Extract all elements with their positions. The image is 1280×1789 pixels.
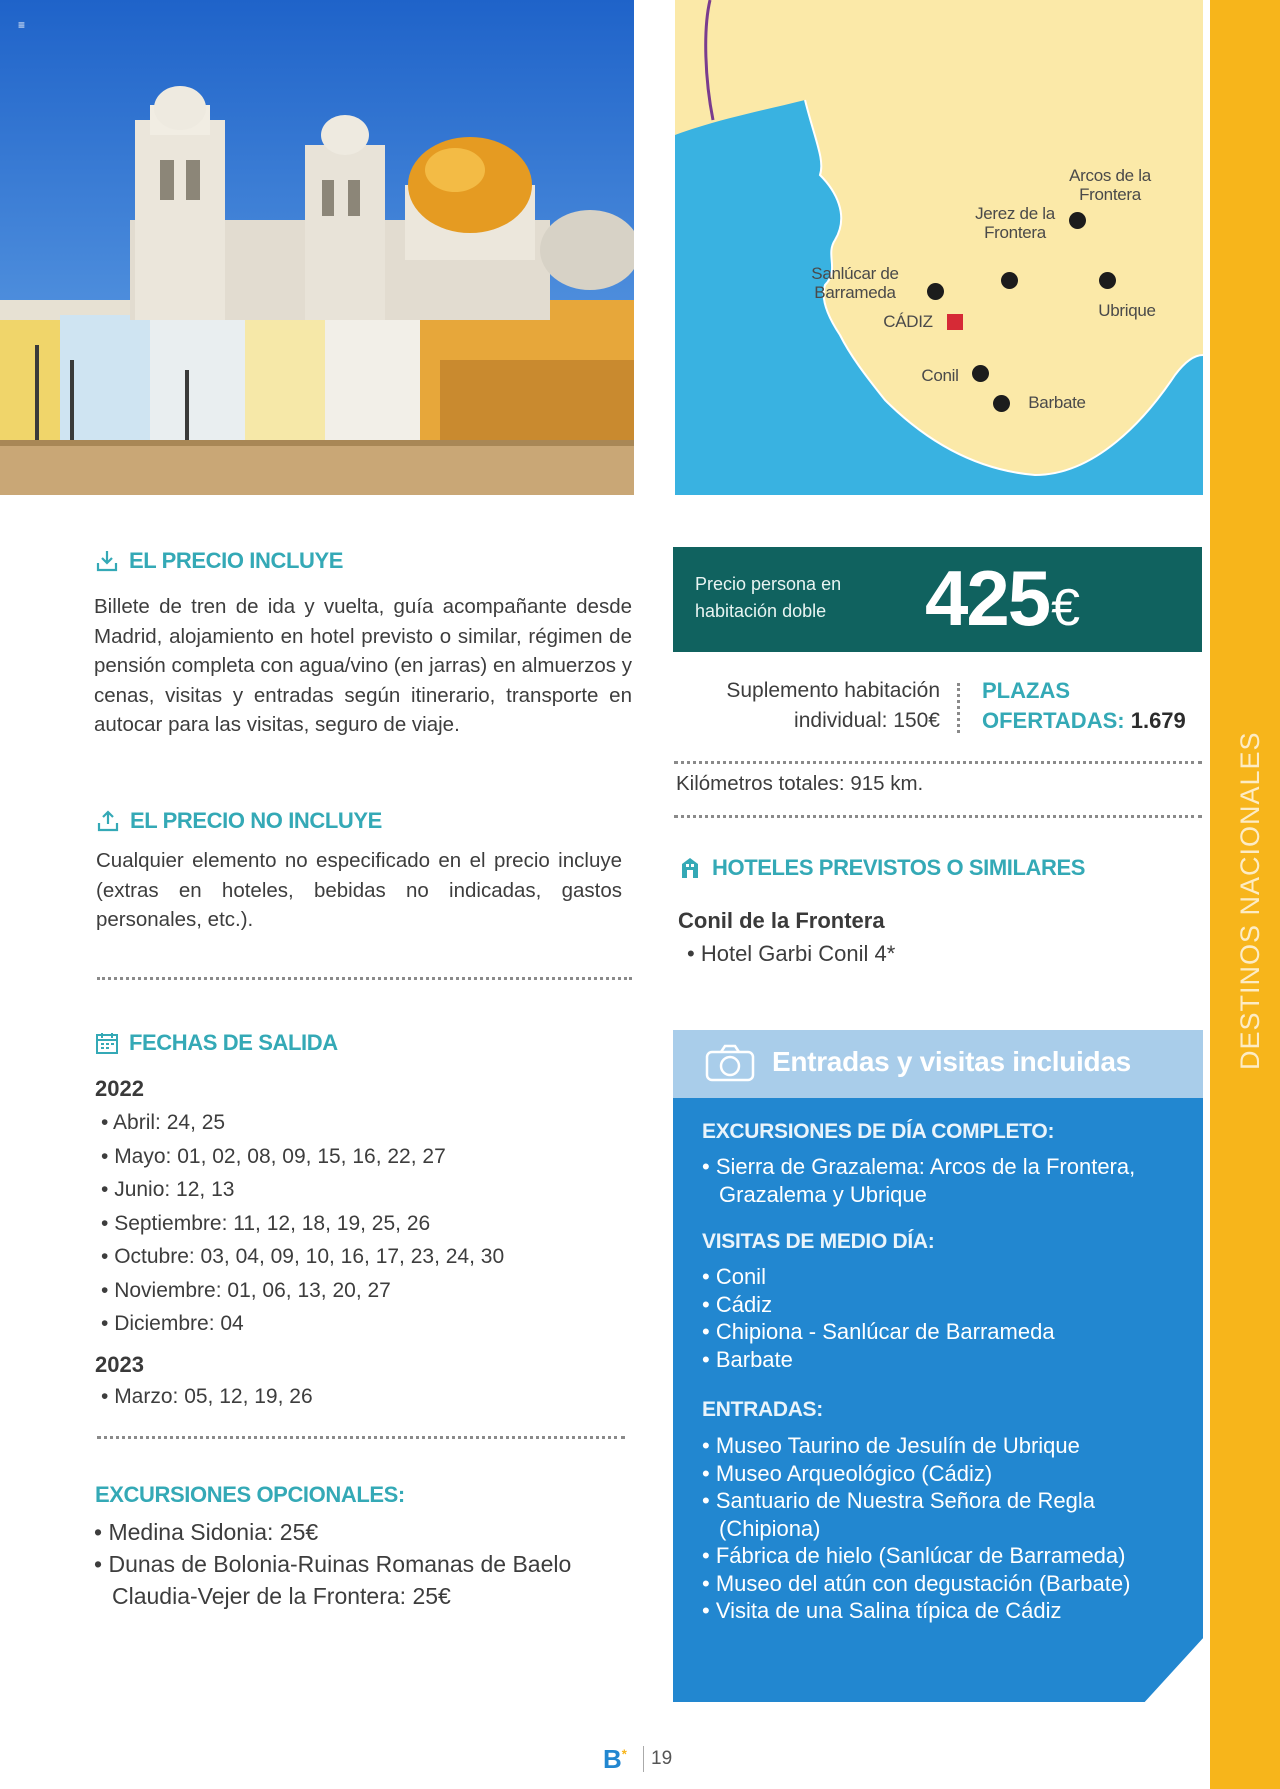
list-item: • Conil: [702, 1263, 1197, 1291]
list-item: • Museo Taurino de Jesulín de Ubrique: [702, 1432, 1192, 1460]
cadiz-cathedral-photo: [0, 0, 634, 495]
list-item: • Septiembre: 11, 12, 18, 19, 25, 26: [101, 1207, 504, 1241]
price-label: Precio persona en habitación doble: [695, 574, 842, 621]
map-label-arcos: Arcos de la Frontera: [1069, 166, 1151, 204]
dates-2022-list: [101, 1106, 504, 1341]
fechas-title: FECHAS DE SALIDA: [129, 1030, 338, 1055]
list-item: • Museo Arqueológico (Cádiz): [702, 1460, 1192, 1488]
map-dot-ubrique: [1099, 272, 1116, 289]
plazas-label: PLAZAS OFERTADAS:: [982, 678, 1125, 733]
plazas-ofertadas: [982, 676, 1202, 736]
map-label-cadiz: CÁDIZ: [883, 312, 933, 331]
hoteles-heading: [678, 855, 1085, 881]
dates-2023-list: [101, 1380, 313, 1414]
list-item: • Visita de una Salina típica de Cádiz: [702, 1597, 1192, 1625]
list-item: • Octubre: 03, 04, 09, 10, 16, 17, 23, 24, 30: [101, 1240, 504, 1274]
page-number: 19: [651, 1748, 673, 1769]
hotel-item: • Hotel Garbi Conil 4*: [687, 941, 896, 966]
upload-tray-icon: [96, 809, 120, 833]
camera-icon: [705, 1044, 755, 1087]
map-label-jerez: Jerez de la Frontera: [975, 204, 1055, 242]
list-item: • Medina Sidonia: 25€: [94, 1516, 634, 1548]
suplemento-text: Suplemento habitación individual: 150€: [726, 679, 940, 732]
list-item: • Noviembre: 01, 06, 13, 20, 27: [101, 1274, 504, 1308]
list-item: • Cádiz: [702, 1291, 1197, 1319]
excursiones-opcionales-heading: EXCURSIONES OPCIONALES:: [95, 1482, 405, 1507]
download-tray-icon: [95, 549, 119, 573]
divider: [674, 761, 1202, 764]
list-item: • Junio: 12, 13: [101, 1173, 504, 1207]
menu-icon[interactable]: ≡: [18, 18, 26, 32]
side-band-label: DESTINOS NACIONALES: [1235, 731, 1265, 1070]
no-incluye-heading: [96, 808, 382, 834]
list-item: • Sierra de Grazalema: Arcos de la Frontera, Grazalema y Ubrique: [702, 1153, 1197, 1208]
list-item: • Santuario de Nuestra Señora de Regla (Chipiona): [702, 1487, 1192, 1542]
list-item: • Abril: 24, 25: [101, 1106, 504, 1140]
kilometros-text: Kilómetros totales: 915 km.: [676, 772, 924, 795]
map-dot-sanlucar: [927, 283, 944, 300]
fechas-heading: [95, 1030, 338, 1056]
vertical-divider: [957, 683, 960, 733]
medio-dia-title: VISITAS DE MEDIO DÍA:: [702, 1230, 935, 1253]
hoteles-title: HOTELES PREVISTOS O SIMILARES: [712, 855, 1086, 880]
map-label-conil: Conil: [921, 366, 959, 385]
entradas-title: ENTRADAS:: [702, 1398, 823, 1421]
plazas-value: 1.679: [1130, 708, 1186, 733]
incluye-title: EL PRECIO INCLUYE: [129, 548, 344, 573]
price-value: 425€: [925, 554, 1079, 642]
list-item: • Museo del atún con degustación (Barbate): [702, 1570, 1192, 1598]
footer-divider: [643, 1746, 644, 1772]
excursiones-opcionales-list: [94, 1516, 634, 1612]
divider: [97, 1436, 625, 1439]
entradas-list: [702, 1432, 1192, 1625]
dia-completo-list: [702, 1153, 1197, 1208]
divider: [674, 815, 1202, 818]
map-dot-jerez: [1001, 272, 1018, 289]
brand-logo: B*: [603, 1744, 627, 1774]
calendar-icon: [95, 1031, 119, 1055]
map-dot-conil: [972, 365, 989, 382]
incluye-text: Billete de tren de ida y vuelta, guía acompañante desde Madrid, alojamiento en hotel previsto o similar, régimen de pensión completa con agua/vino (en jarras) en almuerzos y cenas, visitas y entradas según itinerario, transporte en autocar para las visitas, seguro de viaje.: [94, 595, 632, 736]
map-dot-arcos: [1069, 212, 1086, 229]
list-item: • Barbate: [702, 1346, 1197, 1374]
list-item: • Chipiona - Sanlúcar de Barrameda: [702, 1318, 1197, 1346]
hotel-building-icon: [678, 856, 702, 880]
hotel-city: Conil de la Frontera: [678, 908, 885, 933]
list-item: • Mayo: 01, 02, 08, 09, 15, 16, 22, 27: [101, 1140, 504, 1174]
medio-dia-list: [702, 1263, 1197, 1373]
map-label-barbate: Barbate: [1028, 393, 1086, 412]
entradas-box-title: Entradas y visitas incluidas: [772, 1046, 1131, 1077]
year-2022: 2022: [95, 1076, 144, 1101]
dia-completo-title: EXCURSIONES DE DÍA COMPLETO:: [702, 1120, 1055, 1143]
year-2023: 2023: [95, 1352, 144, 1377]
map-label-sanlucar: Sanlúcar de Barrameda: [811, 264, 899, 302]
list-item: • Dunas de Bolonia-Ruinas Romanas de Baelo Claudia-Vejer de la Frontera: 25€: [94, 1548, 634, 1612]
map-label-ubrique: Ubrique: [1098, 301, 1156, 320]
price-box: [673, 547, 1202, 652]
incluye-heading: [95, 548, 343, 574]
list-item: • Fábrica de hielo (Sanlúcar de Barrameda): [702, 1542, 1192, 1570]
no-incluye-text: Cualquier elemento no especificado en el precio incluye (extras en hoteles, bebidas no indicadas, gastos personales, etc.).: [96, 849, 622, 931]
map-dot-barbate: [993, 395, 1010, 412]
list-item: • Diciembre: 04: [101, 1307, 504, 1341]
no-incluye-title: EL PRECIO NO INCLUYE: [130, 808, 382, 833]
map-marker-cadiz: [947, 314, 963, 330]
cadiz-region-map: [675, 0, 1203, 495]
divider: [97, 977, 632, 980]
list-item: • Marzo: 05, 12, 19, 26: [101, 1380, 313, 1414]
